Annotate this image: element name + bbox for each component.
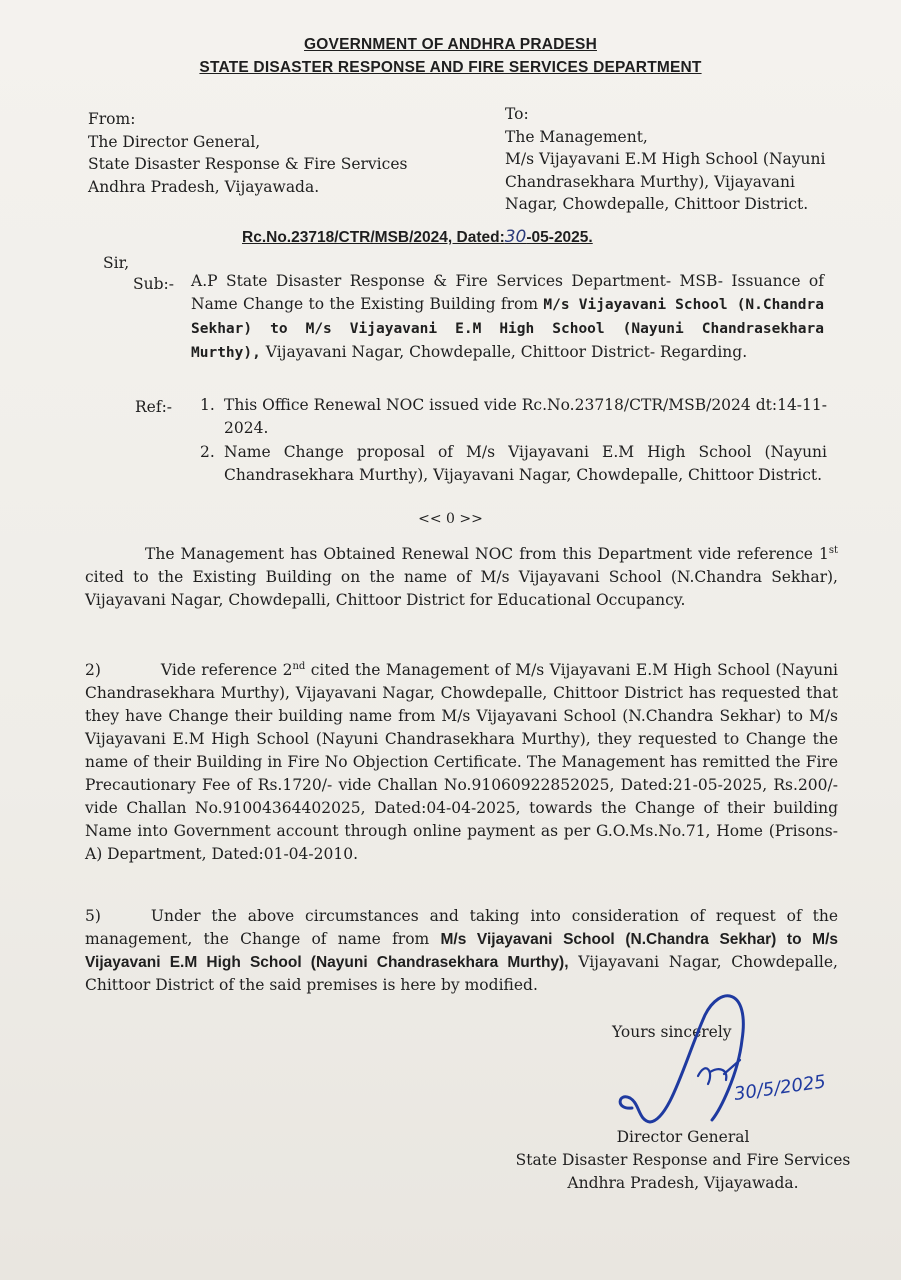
reference-item: [200, 441, 827, 487]
to-line: Nagar, Chowdepalle, Chittoor District.: [505, 195, 809, 213]
reference-number-label: 1.: [200, 396, 215, 414]
paragraph-text: cited the Management of M/s Vijayavani E.M High School (Nayuni Chandrasekhara Murthy), Vijayavani Nagar, Chowdepalle, Chittoor District has requested that they have Change their building name from M/s Vijayavani School (N.Chandra Sekhar) to M/s Vijayavani E.M High School (Nayuni Chandrasekhara Murthy), they requested to Change the name of their Building in Fire No Objection Certificate. The Management has remitted the Fire Precautionary Fee of Rs.1720/- vide Challan No.91060922852025, Dated:21-05-2025, Rs.200/- vide Challan No.91004364402025, Dated:04-04-2025, towards the Change of their building Name into Government account through online payment as per G.O.Ms.No.71, Home (Prisons-A) Department, Dated:01-04-2010.: [85, 661, 839, 864]
from-line: The Director General,: [88, 132, 261, 151]
subject-label: Sub:-: [133, 275, 174, 293]
reference-number: [242, 227, 593, 247]
subject-bold-part: M/s Vijayavani School (N.Chandra Sekhar) to M/s Vijayavani E.M High School (Nayuni Chandrasekhara Murthy),: [191, 297, 824, 361]
handwritten-day: 30: [504, 227, 527, 247]
designation-department: State Disaster Response and Fire Services: [515, 1151, 851, 1169]
paragraph-number: 2): [85, 661, 101, 680]
paragraph-bold-text: M/s Vijayavani School (N.Chandra Sekhar) to M/s Vijayavani E.M High School (Nayuni Chandrasekhara Murthy),: [85, 931, 838, 971]
paragraph-text: The Management has Obtained Renewal NOC from this Department vide reference 1: [145, 545, 829, 564]
from-address: [88, 108, 448, 198]
superscript: nd: [292, 661, 306, 672]
reference-number-label: 2.: [200, 443, 215, 461]
paragraph-text: Under the above circumstances and taking into consideration of request of the management, the Change of name from: [85, 907, 838, 948]
subject-text: [191, 270, 824, 365]
paragraph-text: Vide reference 2: [160, 661, 293, 680]
paragraph-2: [85, 655, 838, 866]
subject-text-part: Vijayavani Nagar, Chowdepalle, Chittoor District- Regarding.: [260, 343, 748, 361]
to-line: The Management,: [505, 127, 648, 146]
to-address: [505, 103, 845, 216]
paragraph-1: [85, 539, 838, 612]
from-label: From:: [88, 110, 136, 128]
designation-location: Andhra Pradesh, Vijayawada.: [567, 1174, 799, 1192]
closing-yours-sincerely: Yours sincerely: [612, 1023, 732, 1041]
to-line: M/s Vijayavani E.M High School (Nayuni: [505, 150, 826, 168]
handwritten-signature: [610, 980, 850, 1140]
header-department: STATE DISASTER RESPONSE AND FIRE SERVICES DEPARTMENT: [199, 59, 702, 76]
superscript: st: [828, 545, 838, 556]
references-list: [200, 394, 827, 488]
reference-number-prefix: Rc.No.23718/CTR/MSB/2024, Dated:: [242, 229, 505, 246]
salutation: Sir,: [103, 254, 130, 272]
reference-text: Name Change proposal of M/s Vijayavani E.M High School (Nayuni Chandrasekhara Murthy), Vijayavani Nagar, Chowdepalle, Chittoor District.: [224, 443, 827, 484]
header-government: GOVERNMENT OF ANDHRA PRADESH: [304, 36, 597, 53]
designation-title: Director General: [616, 1128, 750, 1146]
reference-number-suffix: -05-2025.: [526, 229, 593, 246]
reference-item: [200, 394, 827, 440]
paragraph-text: cited to the Existing Building on the name of M/s Vijayavani School (N.Chandra Sekhar), Vijayavani Nagar, Chowdepalli, Chittoor District for Educational Occupancy.: [85, 568, 838, 610]
to-label: To:: [505, 105, 529, 123]
separator: << 0 >>: [418, 511, 483, 527]
paragraph-number: 5): [85, 907, 101, 925]
signature-stroke: [620, 996, 743, 1122]
designation-block: [496, 1126, 870, 1195]
paragraph-text: Vijayavani Nagar, Chowdepalle, Chittoor District of the said premises is here by modified.: [85, 953, 838, 994]
reference-text: This Office Renewal NOC issued vide Rc.No.23718/CTR/MSB/2024 dt:14-11-2024.: [224, 396, 827, 437]
references-label: Ref:-: [135, 398, 173, 416]
signature-date: 30/5/2025: [732, 1071, 828, 1105]
subject-text-part: A.P State Disaster Response & Fire Services Department- MSB- Issuance of Name Change to the Existing Building from: [191, 272, 824, 313]
to-line: Chandrasekhara Murthy), Vijayavani: [505, 172, 795, 191]
from-line: State Disaster Response & Fire Services: [88, 155, 408, 173]
from-line: Andhra Pradesh, Vijayawada.: [88, 177, 320, 196]
